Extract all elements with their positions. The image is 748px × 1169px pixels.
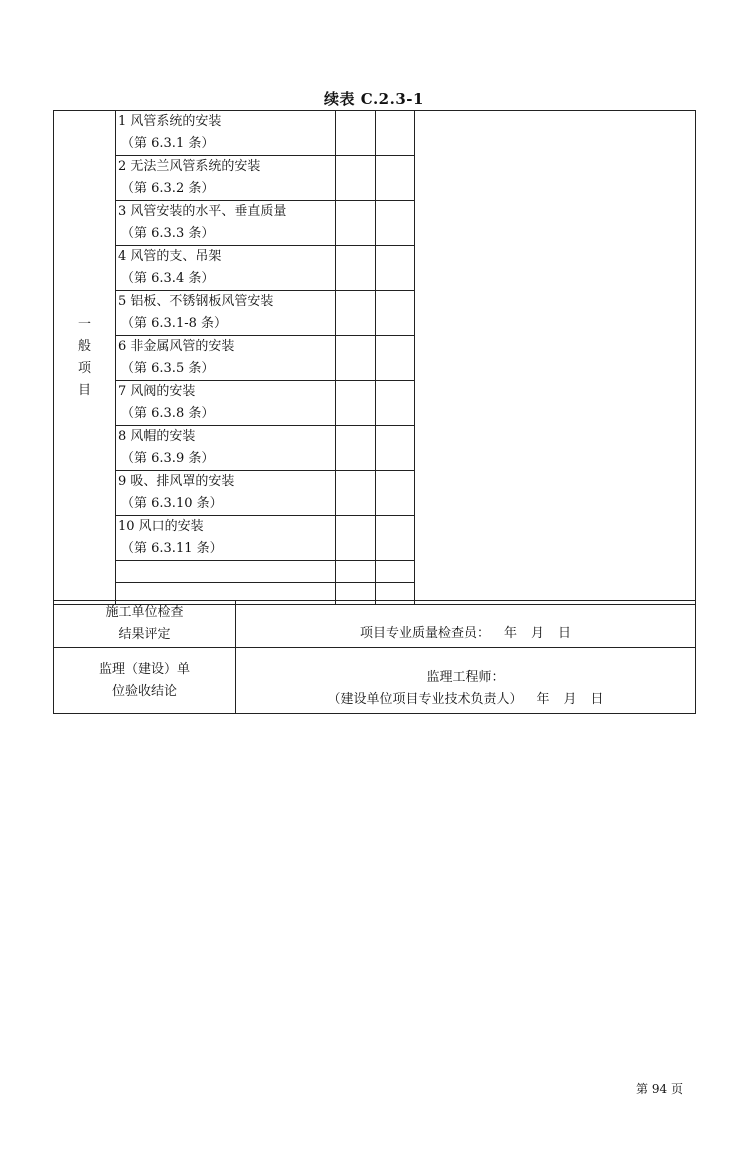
check-cell[interactable] xyxy=(336,291,376,336)
category-char: 目 xyxy=(77,382,91,398)
construction-label-line1: 施工单位检查 xyxy=(105,605,184,620)
check-cell[interactable] xyxy=(336,156,376,201)
check-cell[interactable] xyxy=(376,111,415,156)
table-title: 续表 C.2.3-1 xyxy=(324,90,424,108)
check-cell[interactable] xyxy=(336,111,376,156)
item-ref: （第 6.3.2 条） xyxy=(121,181,215,196)
owner-label: （建设单位项目专业技术负责人） xyxy=(327,692,523,707)
category-char: 般 xyxy=(77,338,91,354)
check-cell[interactable] xyxy=(376,201,415,246)
construction-label-line2: 结果评定 xyxy=(118,627,171,642)
check-cell[interactable] xyxy=(376,246,415,291)
item-ref: （第 6.3.8 条） xyxy=(121,406,215,421)
table-row xyxy=(54,648,696,714)
item-cell xyxy=(116,201,336,246)
item-label: 10 风口的安装 xyxy=(118,519,204,534)
day-label: 日 xyxy=(590,692,604,707)
check-cell[interactable] xyxy=(336,336,376,381)
item-ref: （第 6.3.4 条） xyxy=(121,271,215,286)
check-cell[interactable] xyxy=(376,426,415,471)
item-cell xyxy=(116,291,336,336)
category-cell xyxy=(54,111,116,605)
day-label: 日 xyxy=(558,626,572,641)
remarks-cell[interactable] xyxy=(415,111,696,605)
table-row xyxy=(54,601,696,648)
item-ref: （第 6.3.1-8 条） xyxy=(121,316,228,331)
item-cell xyxy=(116,336,336,381)
check-cell[interactable] xyxy=(376,156,415,201)
item-label: 3 风管安装的水平、垂直质量 xyxy=(118,204,287,219)
item-ref: （第 6.3.10 条） xyxy=(121,496,223,511)
page-number xyxy=(636,1080,683,1097)
inspector-label: 项目专业质量检查员： xyxy=(359,626,490,641)
item-ref: （第 6.3.9 条） xyxy=(121,451,215,466)
item-label: 6 非金属风管的安装 xyxy=(118,339,235,354)
year-label: 年 xyxy=(536,692,550,707)
supervision-label-cell xyxy=(54,648,236,714)
item-cell xyxy=(116,471,336,516)
item-label: 1 风管系统的安装 xyxy=(118,114,222,129)
month-label: 月 xyxy=(531,626,545,641)
blank-item-cell[interactable] xyxy=(116,561,336,583)
item-cell xyxy=(116,246,336,291)
check-cell[interactable] xyxy=(336,201,376,246)
check-cell[interactable] xyxy=(376,291,415,336)
item-ref: （第 6.3.3 条） xyxy=(121,226,215,241)
check-cell[interactable] xyxy=(336,471,376,516)
check-cell[interactable] xyxy=(336,381,376,426)
item-label: 7 风阀的安装 xyxy=(118,384,196,399)
inspection-table xyxy=(53,110,696,605)
item-label: 8 风帽的安装 xyxy=(118,429,196,444)
year-label: 年 xyxy=(503,626,517,641)
supervision-label-line1: 监理（建设）单 xyxy=(98,661,190,677)
engineer-label: 监理工程师： xyxy=(426,670,505,685)
signoff-table xyxy=(53,600,696,714)
item-label: 4 风管的支、吊架 xyxy=(118,249,222,264)
supervision-label-line2: 位验收结论 xyxy=(111,683,177,699)
check-cell[interactable] xyxy=(336,426,376,471)
construction-label-cell xyxy=(54,601,236,648)
check-cell[interactable] xyxy=(376,561,415,583)
month-label: 月 xyxy=(563,692,577,707)
item-ref: （第 6.3.1 条） xyxy=(121,136,215,151)
item-label: 5 铝板、不锈钢板风管安装 xyxy=(118,294,274,309)
check-cell[interactable] xyxy=(336,561,376,583)
table-row xyxy=(54,111,696,156)
item-ref: （第 6.3.5 条） xyxy=(121,361,215,376)
supervision-result-cell[interactable] xyxy=(236,648,696,714)
item-cell xyxy=(116,516,336,561)
item-cell xyxy=(116,156,336,201)
category-char: 项 xyxy=(77,360,91,376)
check-cell[interactable] xyxy=(376,381,415,426)
page-suffix: 页 xyxy=(670,1082,683,1096)
item-label: 2 无法兰风管系统的安装 xyxy=(118,159,261,174)
page-prefix: 第 xyxy=(636,1082,649,1096)
item-cell xyxy=(116,426,336,471)
item-ref: （第 6.3.11 条） xyxy=(121,541,223,556)
check-cell[interactable] xyxy=(336,246,376,291)
item-label: 9 吸、排风罩的安装 xyxy=(118,474,235,489)
category-char: 一 xyxy=(77,316,91,332)
page-number-value: 94 xyxy=(651,1082,668,1096)
check-cell[interactable] xyxy=(336,516,376,561)
check-cell[interactable] xyxy=(376,471,415,516)
construction-result-cell[interactable] xyxy=(236,601,696,648)
item-cell xyxy=(116,111,336,156)
check-cell[interactable] xyxy=(376,516,415,561)
check-cell[interactable] xyxy=(376,336,415,381)
item-cell xyxy=(116,381,336,426)
